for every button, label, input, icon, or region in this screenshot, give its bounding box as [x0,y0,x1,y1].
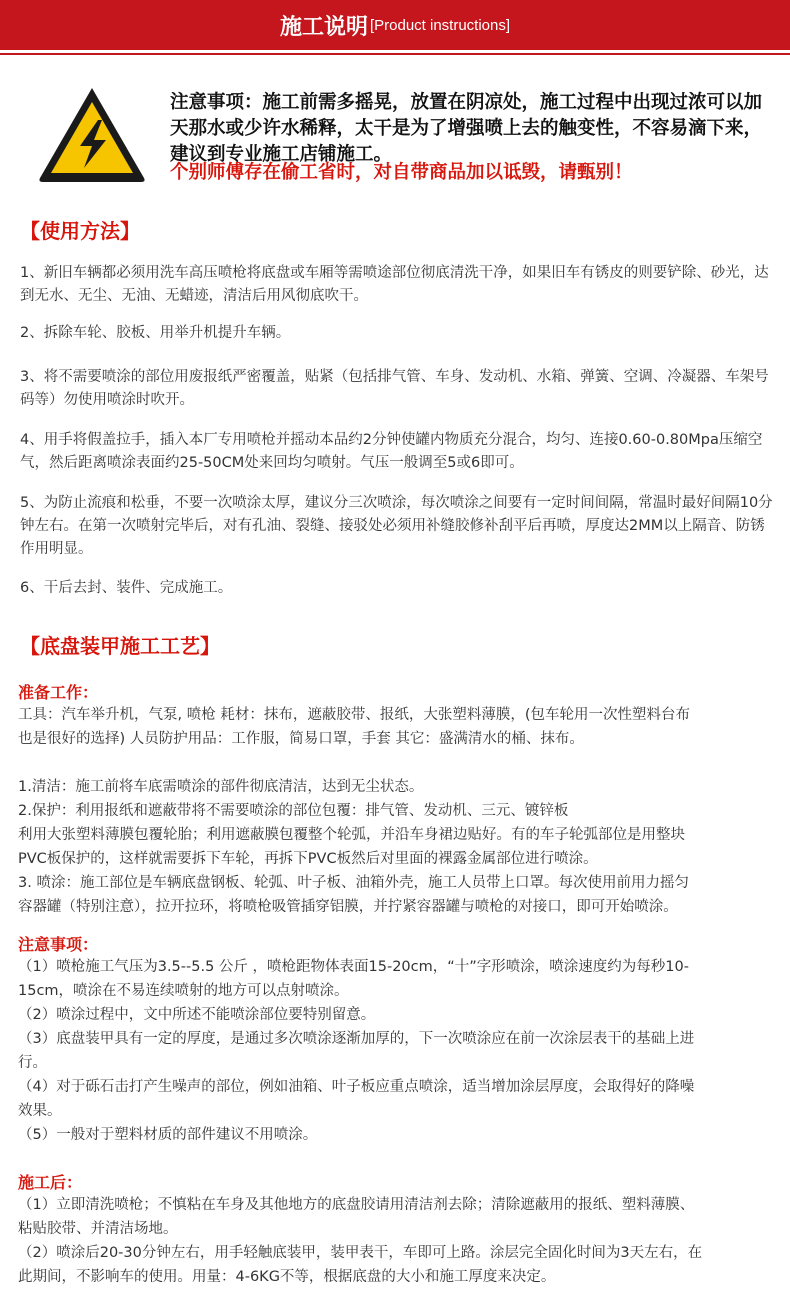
after-line-1: （1）立即清洗喷枪；不慎粘在车身及其他地方的底盘胶请用清洁剂去除；清除遮蔽用的报纸、塑料薄膜、 [18,1197,695,1213]
step-line-6: 容器罐（特别注意），拉开拉环，将喷枪吸管插穿铝膜，并拧紧容器罐与喷枪的对接口，即可开始喷涂。 [18,899,678,915]
after-line-3: （2）喷涂后20-30分钟左右，用手轻触底装甲，装甲表干，车即可上路。涂层完全固化时间为3天左右，在 [18,1245,703,1261]
warning-red-text: 个别师傅存在偷工省时，对自带商品加以诋毁，请甄别！ [170,162,633,183]
warning-text: 注意事项：施工前需多摇晃，放置在阴凉处，施工过程中出现过浓可以加天那水或少许水稀释，太干是为了增强喷上去的触变性，不容易滴下来，建议到专业施工店铺施工。 [170,92,763,165]
notes-line-3: （2）喷涂过程中，文中所述不能喷涂部位要特别留意。 [18,1007,376,1023]
notes-line-5: 行。 [18,1055,47,1071]
prep-line-2: 也是很好的选择) 人员防护用品：工作服，简易口罩，手套 其它：盛满清水的桶、抹布。 [18,731,584,747]
usage-step-5: 5、为防止流痕和松垂，不要一次喷涂太厚，建议分三次喷涂，每次喷涂之间要有一定时间间隔，常温时最好间隔10分钟左右。在第一次喷射完毕后，对有孔油、裂缝、接驳处必须用补缝胶修补刮平后再喷，厚度达2MM以上隔音、防锈作用明显。 [20,495,773,557]
notes-line-1: （1）喷枪施工气压为3.5--5.5 公斤 ，喷枪距物体表面15-20cm，“十”字形喷涂，喷涂速度约为每秒10- [18,959,689,975]
step-line-2: 2.保护：利用报纸和遮蔽带将不需要喷涂的部位包覆：排气管、发动机、三元、镀锌板 [18,803,569,819]
notes-title: 注意事项： [18,935,99,954]
header-divider [0,53,790,55]
usage-step-3: 3、将不需要喷涂的部位用废报纸严密覆盖，贴紧（包括排气管、车身、发动机、水箱、弹簧、空调、冷凝器、车架号码等）勿使用喷涂时吹开。 [20,369,769,408]
after-line-2: 粘贴胶带、并清洁场地。 [18,1221,178,1237]
notes-line-4: （3）底盘装甲具有一定的厚度，是通过多次喷涂逐渐加厚的，下一次喷涂应在前一次涂层表干的基础上进 [18,1031,695,1047]
header-title-cn: 施工说明 [279,14,368,40]
step-line-5: 3. 喷涂：施工部位是车辆底盘钢板、轮弧、叶子板、油箱外壳，施工人员带上口罩。每次使用前用力摇匀 [18,875,689,891]
prep-title: 准备工作： [18,683,99,702]
usage-step-6: 6、干后去封、装件、完成施工。 [20,580,233,596]
after-title: 施工后： [18,1173,83,1192]
notes-line-2: 15cm，喷涂在不易连续喷射的地方可以点射喷涂。 [18,983,349,999]
step-line-4: PVC板保护的，这样就需要拆下车轮，再拆下PVC板然后对里面的裸露金属部位进行喷涂。 [18,851,598,867]
notes-line-7: 效果。 [18,1103,62,1119]
prep-line-1: 工具：汽车举升机，气泵, 喷枪 耗材：抹布，遮蔽胶带、报纸，大张塑料薄膜，(包车轮用一次性塑料台布 [18,707,690,723]
notes-line-6: （4）对于砾石击打产生噪声的部位，例如油箱、叶子板应重点喷涂，适当增加涂层厚度，会取得好的降噪 [18,1079,695,1095]
usage-title: 【使用方法】 [20,219,140,243]
process-title: 【底盘装甲施工工艺】 [20,634,220,658]
usage-step-2: 2、拆除车轮、胶板、用举升机提升车辆。 [20,325,291,341]
high-voltage-warning-icon [36,84,148,184]
header-title-en: [Product instructions] [369,16,511,34]
after-line-4: 此期间，不影响车的使用。用量：4-6KG不等，根据底盘的大小和施工厚度来决定。 [18,1269,556,1285]
usage-step-1: 1、新旧车辆都必须用洗车高压喷枪将底盘或车厢等需喷途部位彻底清洗干净，如果旧车有锈皮的则要铲除、砂光，达到无水、无尘、无油、无蜡迹，清洁后用风彻底吹干。 [20,265,769,304]
usage-step-4: 4、用手将假盖拉手，插入本厂专用喷枪并摇动本品约2分钟使罐内物质充分混合，均匀、连接0.60-0.80Mpa压缩空气，然后距离喷涂表面约25-50CM处来回均匀喷射。气压一般调至5或6即可。 [20,432,763,471]
step-line-3: 利用大张塑料薄膜包覆轮胎；利用遮蔽膜包覆整个轮弧，并沿车身裙边贴好。有的车子轮弧部位是用整块 [18,827,685,843]
notes-line-8: （5）一般对于塑料材质的部件建议不用喷涂。 [18,1127,318,1143]
step-line-1: 1.清洁：施工前将车底需喷涂的部件彻底清洁，达到无尘状态。 [18,779,424,795]
header-bar [0,0,790,50]
